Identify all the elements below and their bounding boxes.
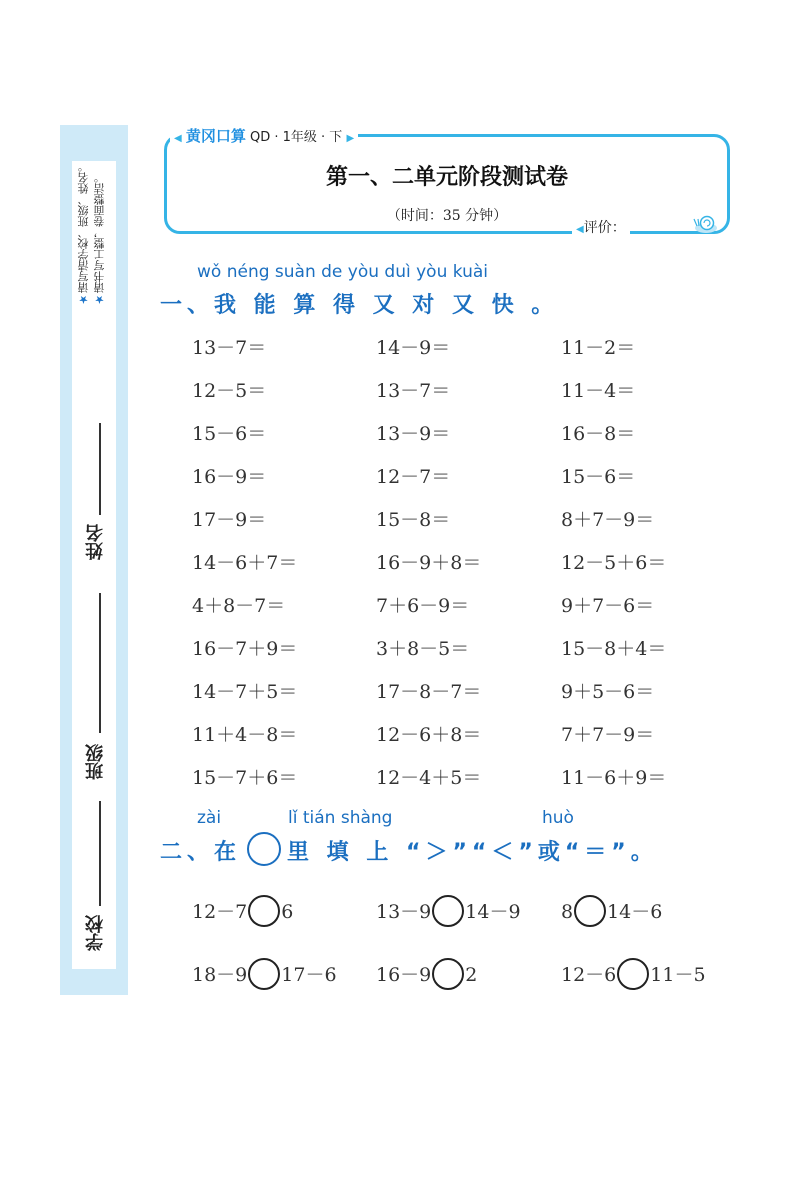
problem-item[interactable]: 13－7＝	[376, 380, 451, 402]
star-icon: ★	[93, 293, 106, 306]
page-title: 第一、二单元阶段测试卷	[325, 164, 568, 190]
compare-answer-circle[interactable]	[432, 958, 464, 990]
compare-answer-circle[interactable]	[248, 958, 280, 990]
compare-item	[561, 958, 706, 990]
problem-item[interactable]: 7＋6－9＝	[376, 595, 470, 617]
problem-item[interactable]: 15－6＝	[561, 466, 636, 488]
problem-item[interactable]: 11－6＋9＝	[561, 767, 667, 789]
binding-note-2: 请书写工整，卷面整洁。	[93, 172, 106, 293]
triangle-icon: ◀	[576, 224, 584, 235]
compare-left: 12－7	[192, 901, 248, 923]
compare-answer-circle[interactable]	[617, 958, 649, 990]
problem-item[interactable]: 8＋7－9＝	[561, 509, 655, 531]
problem-item[interactable]: 11＋4－8＝	[192, 724, 298, 746]
compare-right: 6	[281, 901, 294, 923]
problem-item[interactable]: 15－7＋6＝	[192, 767, 298, 789]
problem-item[interactable]: 17－8－7＝	[376, 681, 482, 703]
problem-item[interactable]: 13－7＝	[192, 337, 267, 359]
triangle-icon: ▶	[346, 133, 355, 144]
brand-bar	[170, 125, 358, 146]
snail-icon	[692, 214, 718, 234]
problem-item[interactable]: 15－6＝	[192, 423, 267, 445]
problem-item[interactable]: 17－9＝	[192, 509, 267, 531]
compare-right: 14－9	[465, 901, 521, 923]
problem-item[interactable]: 9＋5－6＝	[561, 681, 655, 703]
problem-item[interactable]: 12－6＋8＝	[376, 724, 482, 746]
compare-item	[561, 895, 662, 927]
compare-right: 11－5	[650, 964, 706, 986]
compare-left: 12－6	[561, 964, 617, 986]
rating-label: ◀评价：	[572, 217, 630, 237]
section2-pinyin-3: huò	[542, 808, 574, 828]
problem-item[interactable]: 16－8＝	[561, 423, 636, 445]
school-line[interactable]	[99, 801, 101, 906]
problem-item[interactable]: 16－7＋9＝	[192, 638, 298, 660]
compare-answer-circle[interactable]	[432, 895, 464, 927]
problem-item[interactable]: 9＋7－6＝	[561, 595, 655, 617]
compare-right: 17－6	[281, 964, 337, 986]
section1-pinyin: wǒ néng suàn de yòu duì yòu kuài	[197, 262, 489, 282]
brand-logo: 黄冈口算	[185, 127, 246, 145]
section2-pinyin-2: lǐ tián shàng	[288, 808, 393, 828]
school-label: 学校	[85, 915, 106, 951]
problem-item[interactable]: 14－7＋5＝	[192, 681, 298, 703]
compare-left: 13－9	[376, 901, 432, 923]
compare-item	[376, 958, 477, 990]
edition-label: QD · 1年级 · 下	[250, 130, 343, 145]
triangle-icon: ◀	[174, 133, 182, 144]
problem-item[interactable]: 11－4＝	[561, 380, 636, 402]
star-icon: ★	[77, 293, 90, 306]
section1-heading: 一、我 能 算 得 又 对 又 快 。	[160, 293, 559, 318]
compare-item	[192, 895, 293, 927]
problem-item[interactable]: 12－7＝	[376, 466, 451, 488]
compare-answer-circle[interactable]	[574, 895, 606, 927]
problem-item[interactable]: 12－4＋5＝	[376, 767, 482, 789]
section2-pinyin-1: zài	[197, 808, 222, 828]
compare-right: 14－6	[607, 901, 663, 923]
section2-heading: 二、在 里 填 上 “＞”“＜”或“＝”。	[160, 832, 658, 866]
problem-item[interactable]: 15－8＋4＝	[561, 638, 667, 660]
compare-left: 18－9	[192, 964, 248, 986]
circle-icon	[247, 832, 281, 866]
compare-item	[192, 958, 337, 990]
binding-strip	[60, 125, 128, 995]
binding-notes	[76, 161, 108, 306]
compare-item	[376, 895, 521, 927]
problem-item[interactable]: 16－9＝	[192, 466, 267, 488]
problem-item[interactable]: 16－9＋8＝	[376, 552, 482, 574]
problem-item[interactable]: 14－9＝	[376, 337, 451, 359]
name-line[interactable]	[99, 423, 101, 515]
compare-answer-circle[interactable]	[248, 895, 280, 927]
problem-item[interactable]: 4＋8－7＝	[192, 595, 286, 617]
compare-left: 8	[561, 901, 574, 923]
class-line[interactable]	[99, 593, 101, 733]
class-label: 班级	[85, 744, 106, 780]
problem-item[interactable]: 12－5＋6＝	[561, 552, 667, 574]
problem-item[interactable]: 13－9＝	[376, 423, 451, 445]
name-label: 姓名	[85, 524, 106, 560]
problem-item[interactable]: 15－8＝	[376, 509, 451, 531]
problem-item[interactable]: 7＋7－9＝	[561, 724, 655, 746]
problem-item[interactable]: 11－2＝	[561, 337, 636, 359]
problem-item[interactable]: 12－5＝	[192, 380, 267, 402]
binding-panel	[72, 161, 116, 969]
binding-note-1: 请写清学校、班级、姓名。	[77, 161, 90, 293]
time-label: （时间：35 分钟）	[386, 208, 508, 224]
problem-item[interactable]: 14－6＋7＝	[192, 552, 298, 574]
problem-item[interactable]: 3＋8－5＝	[376, 638, 470, 660]
compare-right: 2	[465, 964, 478, 986]
compare-left: 16－9	[376, 964, 432, 986]
